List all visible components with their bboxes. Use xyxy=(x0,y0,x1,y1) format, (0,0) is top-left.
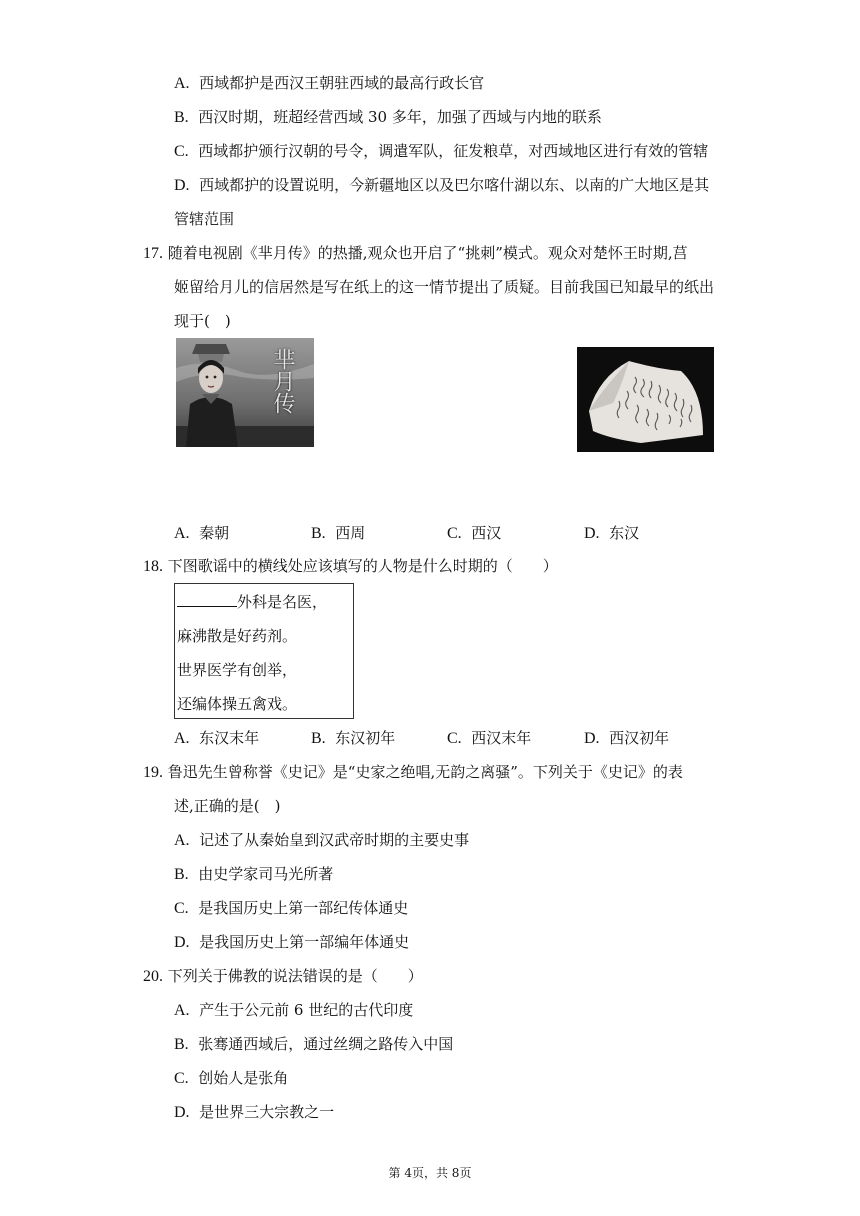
q19-option-b: B. 由史学家司马光所著 xyxy=(174,865,334,883)
poem-line-1: 外科是名医， xyxy=(177,592,327,612)
q16-option-d: D. 西域都护的设置说明，今新疆地区以及巴尔喀什湖以东、以南的广大地区是其 xyxy=(174,176,710,194)
poster-title: 芈月传 xyxy=(270,348,295,414)
q17-stem-line3: 现于( ) xyxy=(174,312,231,330)
q17-option-c: C. 西汉 xyxy=(447,524,502,542)
q17-option-b: B. 西周 xyxy=(311,524,366,542)
paper-letter-image xyxy=(577,347,714,452)
q16-option-d-cont: 管辖范围 xyxy=(174,210,235,228)
q20-option-a: A. 产生于公元前 6 世纪的古代印度 xyxy=(174,1001,414,1019)
poem-line-4: 还编体操五禽戏。 xyxy=(177,695,298,713)
q19-option-a: A. 记述了从秦始皇到汉武帝时期的主要史事 xyxy=(174,831,470,849)
q18-option-a: A. 东汉末年 xyxy=(174,729,260,747)
q20-option-b: B. 张骞通西域后，通过丝绸之路传入中国 xyxy=(174,1035,454,1053)
q20-stem: 20. 下列关于佛教的说法错误的是（ ） xyxy=(143,967,423,985)
q16-option-b: B. 西汉时期，班超经营西域 30 多年，加强了西域与内地的联系 xyxy=(174,108,602,126)
q17-option-d: D. 东汉 xyxy=(584,524,640,542)
q20-option-c: C. 创始人是张角 xyxy=(174,1069,289,1087)
q16-option-c: C. 西域都护颁行汉朝的号令，调遣军队，征发粮草，对西域地区进行有效的管辖 xyxy=(174,142,709,160)
paper-letter-illustration xyxy=(577,347,714,452)
miyue-poster-image xyxy=(176,338,314,447)
q19-stem-line1: 19. 鲁迅先生曾称誉《史记》是“史家之绝唱,无韵之离骚”。下列关于《史记》的表 xyxy=(143,763,683,781)
q18-option-d: D. 西汉初年 xyxy=(584,729,670,747)
q17-stem-line1: 17. 随着电视剧《芈月传》的热播,观众也开启了“挑刺”模式。观众对楚怀王时期,莒 xyxy=(143,244,688,262)
q17-stem-line2: 姬留给月儿的信居然是写在纸上的这一情节提出了质疑。目前我国已知最早的纸出 xyxy=(174,278,715,296)
q19-option-c: C. 是我国历史上第一部纪传体通史 xyxy=(174,899,409,917)
q19-option-d: D. 是我国历史上第一部编年体通史 xyxy=(174,933,410,951)
q18-stem: 18. 下图歌谣中的横线处应该填写的人物是什么时期的（ ） xyxy=(143,557,558,575)
poem-blank xyxy=(177,592,237,607)
q18-poem-box xyxy=(174,583,354,719)
q20-option-d: D. 是世界三大宗教之一 xyxy=(174,1103,335,1121)
q18-option-c: C. 西汉末年 xyxy=(447,729,532,747)
poem-line-3: 世界医学有创举， xyxy=(177,661,298,679)
q18-option-b: B. 东汉初年 xyxy=(311,729,396,747)
page-footer: 第 4页，共 8页 xyxy=(388,1166,472,1180)
q17-option-a: A. 秦朝 xyxy=(174,524,230,542)
q16-option-a: A. 西域都护是西汉王朝驻西域的最高行政长官 xyxy=(174,74,485,92)
q19-stem-line2: 述,正确的是( ) xyxy=(174,797,281,815)
poem-line-2: 麻沸散是好药剂。 xyxy=(177,627,298,645)
